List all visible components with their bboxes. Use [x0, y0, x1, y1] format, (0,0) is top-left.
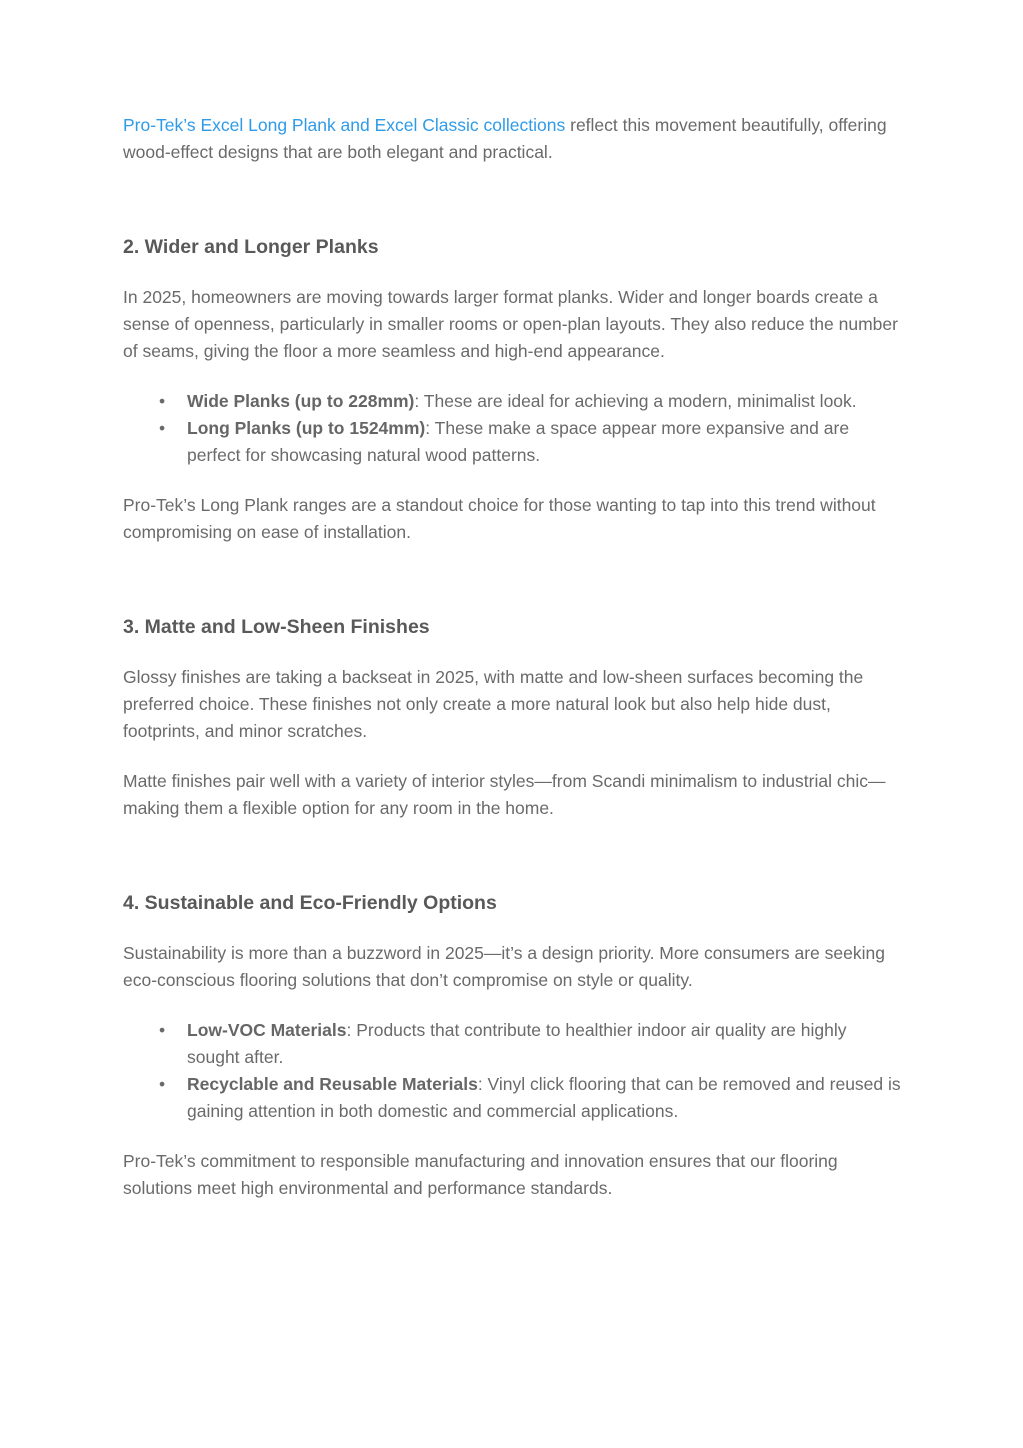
list-item-long-planks [159, 415, 903, 469]
bullet-bold-label: Wide Planks (up to 228mm) [187, 391, 415, 411]
list-item-wide-planks [159, 388, 903, 415]
wider-planks-closing-paragraph: Pro-Tek’s Long Plank ranges are a standout choice for those wanting to tap into this trend without compromising on ease of installation. [123, 495, 876, 542]
bullet-icon: • [159, 391, 166, 411]
bullet-text: : Vinyl click flooring that can be removed and reused is gaining attention in both domestic and commercial applications. [187, 1074, 901, 1121]
eco-materials-list [123, 1017, 903, 1125]
matte-paragraph-2: Matte finishes pair well with a variety of interior styles—from Scandi minimalism to industrial chic—making them a flexible option for any room in the home. [123, 771, 886, 818]
bullet-text: : These make a space appear more expansive and are perfect for showcasing natural wood patterns. [187, 418, 850, 465]
sustainability-lead-paragraph: Sustainability is more than a buzzword in 2025—it’s a design priority. More consumers are seeking eco-conscious flooring solutions that don’t compromise on style or quality. [123, 943, 885, 990]
heading-wider-longer-planks: 2. Wider and Longer Planks [123, 236, 379, 258]
bullet-icon: • [159, 1074, 166, 1094]
matte-paragraph-1: Glossy finishes are taking a backseat in 2025, with matte and low-sheen surfaces becoming the preferred choice. These finishes not only create a more natural look but also help hide dust, footprints, and minor scratches. [123, 667, 864, 741]
collections-link[interactable]: Pro-Tek’s Excel Long Plank and Excel Classic collections [123, 115, 566, 135]
sustainability-closing-paragraph: Pro-Tek’s commitment to responsible manufacturing and innovation ensures that our flooring solutions meet high environmental and performance standards. [123, 1151, 838, 1198]
intro-text: reflect this movement beautifully, offering wood-effect designs that are both elegant and practical. [123, 115, 887, 162]
bullet-bold-label: Long Planks (up to 1524mm) [187, 418, 426, 438]
bullet-icon: • [159, 1020, 166, 1040]
bullet-text: : These are ideal for achieving a modern, minimalist look. [414, 391, 857, 411]
bullet-bold-label: Low-VOC Materials [187, 1020, 347, 1040]
intro-paragraph [123, 112, 903, 166]
plank-size-list [123, 388, 903, 469]
bullet-text: : Products that contribute to healthier indoor air quality are highly sought after. [187, 1020, 847, 1067]
heading-sustainable-eco-friendly: 4. Sustainable and Eco-Friendly Options [123, 892, 497, 914]
document-content [123, 112, 903, 1202]
bullet-icon: • [159, 418, 166, 438]
list-item-low-voc [159, 1017, 903, 1071]
heading-matte-low-sheen: 3. Matte and Low-Sheen Finishes [123, 616, 430, 638]
wider-planks-lead-paragraph: In 2025, homeowners are moving towards larger format planks. Wider and longer boards create a sense of openness, particularly in smaller rooms or open-plan layouts. They also reduce the number of seams, giving the floor a more seamless and high-end appearance. [123, 287, 898, 361]
list-item-recyclable [159, 1071, 903, 1125]
bullet-bold-label: Recyclable and Reusable Materials [187, 1074, 478, 1094]
